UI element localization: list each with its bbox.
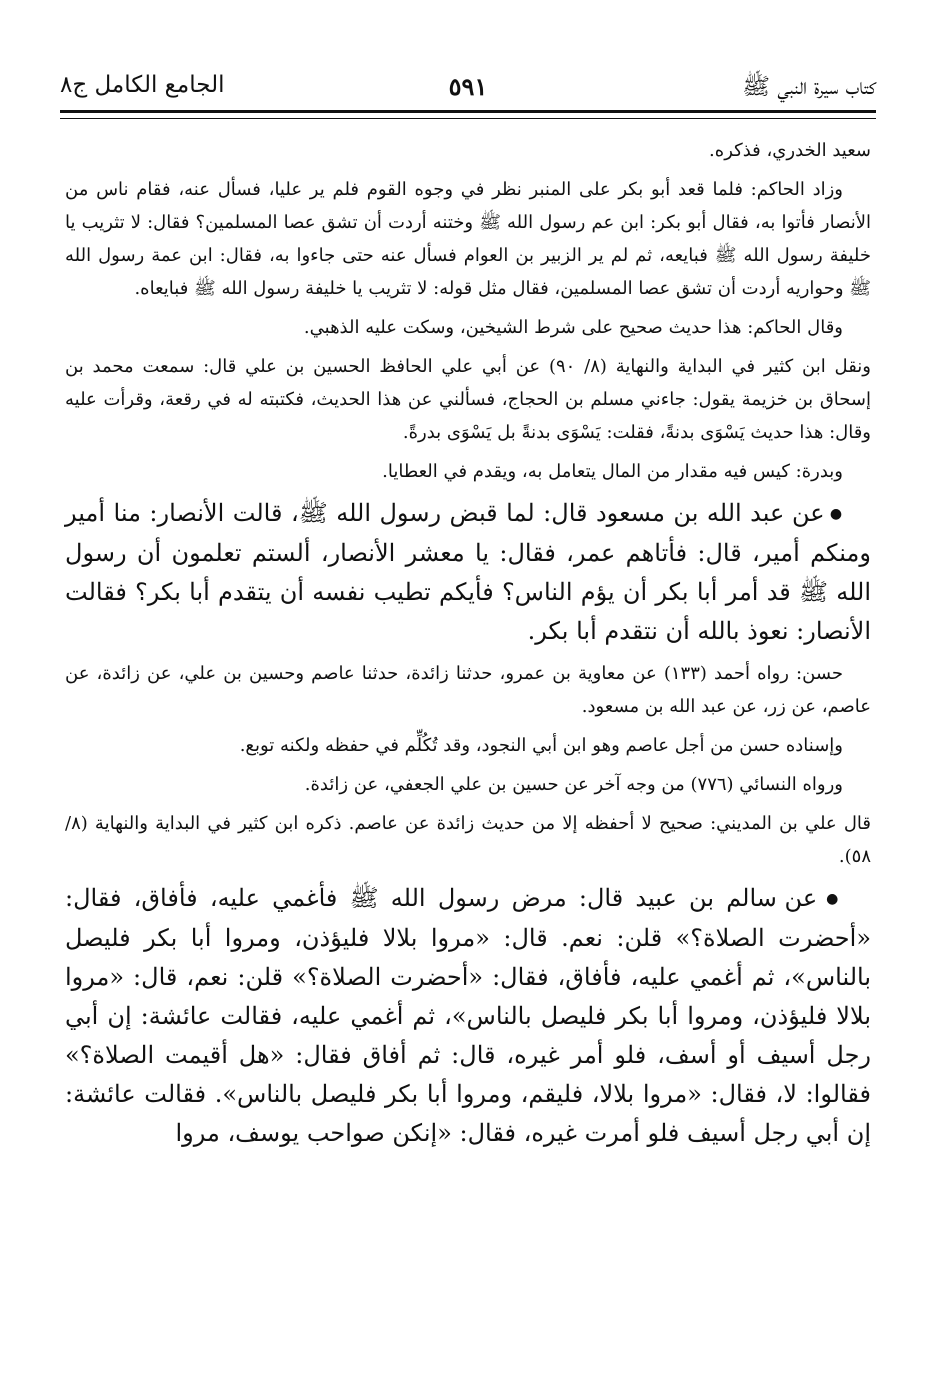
- paragraph-9: ورواه النسائي (٧٧٦) من وجه آخر عن حسين بن علي الجعفي، عن زائدة.: [304, 774, 843, 795]
- paragraph-3: وقال الحاكم: هذا حديث صحيح على شرط الشيخين، وسكت عليه الذهبي.: [303, 317, 843, 338]
- paragraph-2: وزاد الحاكم: فلما قعد أبو بكر على المنبر نظر في وجوه القوم فلم ير عليا، فسأل عنه، فقام ناس من الأنصار فأتوا به، فقال أبو بكر: ابن عم رسول الله ﷺ وختنه أردت أن تشق عصا المسلمين؟ فقال: لا تثريب يا خليفة رسول الله ﷺ فبايعه، ثم لم ير الزبير بن العوام فسأل عنه حتى جاءوا به، فقال: ابن عمة رسول الله ﷺ وحواريه أردت أن تشق عصا المسلمين، فقال مثل قوله: لا تثريب يا خليفة رسول الله ﷺ فبايعاه.: [65, 179, 871, 299]
- paragraph-10: قال علي بن المديني: صحيح لا أحفظه إلا من حديث زائدة عن عاصم. ذكره ابن كثير في البداية والنهاية (٨/ ٥٨).: [65, 813, 871, 867]
- paragraph-1: سعيد الخدري، فذكره.: [709, 140, 871, 161]
- header-rule-thin: [60, 118, 876, 119]
- paragraph-7: حسن: رواه أحمد (١٣٣) عن معاوية بن عمرو، حدثنا زائدة، حدثنا عاصم وحسين بن علي، عن زائدة، عن عاصم، عن زر، عن عبد الله بن مسعود.: [65, 663, 871, 717]
- header-book-title: كتاب سيرة النبي ﷺ: [742, 74, 876, 100]
- page-body: [65, 134, 871, 1153]
- running-header: [60, 66, 876, 106]
- hadith-paragraph-2: ● عن سالم بن عبيد قال: مرض رسول الله ﷺ فأغمي عليه، فأفاق، فقال: «أحضرت الصلاة؟» قلن: نعم. قال: «مروا بلالا فليؤذن، ومروا أبا بكر فليصل بالناس»، ثم أغمي عليه، فأفاق، فقال: «أحضرت الصلاة؟» قلن: نعم، قال: «مروا بلالا فليؤذن، ومروا أبا بكر فليصل بالناس»، ثم أغمي عليه، فقالت عائشة: إن أبي رجل أسيف أو أسف، فلو أمر غيره، قال: ثم أفاق فقال: «هل أقيمت الصلاة؟» فقالوا: لا، فقال: «مروا بلالا، فليقم، ومروا أبا بكر فليصل بالناس». فقالت عائشة: إن أبي رجل أسيف فلو أمرت غيره، فقال: «إنكن صواحب يوسف، مروا: [65, 879, 871, 1153]
- page-number: ٥٩١: [448, 72, 488, 101]
- header-rule-thick: [60, 110, 876, 113]
- header-volume-title: الجامع الكامل ج٨: [60, 72, 225, 98]
- paragraph-4: ونقل ابن كثير في البداية والنهاية (٨/ ٩٠) عن أبي علي الحافظ الحسين بن علي قال: سمعت محمد بن إسحاق بن خزيمة يقول: جاءني مسلم بن الحجاج، فسألني عن هذا الحديث، فكتبته له في رقعة، وقرأت عليه وقال: هذا حديث يَسْوَى بدنةً، فقلت: يَسْوَى بدنةً بل يَسْوَى بدرةً.: [65, 356, 871, 443]
- hadith-paragraph-1: ● عن عبد الله بن مسعود قال: لما قبض رسول الله ﷺ، قالت الأنصار: منا أمير ومنكم أمير، قال: فأتاهم عمر، فقال: يا معشر الأنصار، ألستم تعلمون أن رسول الله ﷺ قد أمر أبا بكر أن يؤم الناس؟ فأيكم تطيب نفسه أن يتقدم أبا بكر؟ فقالت الأنصار: نعوذ بالله أن نتقدم أبا بكر.: [65, 494, 871, 651]
- paragraph-5: وبدرة: كيس فيه مقدار من المال يتعامل به، ويقدم في العطايا.: [382, 461, 843, 482]
- paragraph-8: وإسناده حسن من أجل عاصم وهو ابن أبي النجود، وقد تُكُلِّم في حفظه ولكنه توبع.: [239, 735, 843, 756]
